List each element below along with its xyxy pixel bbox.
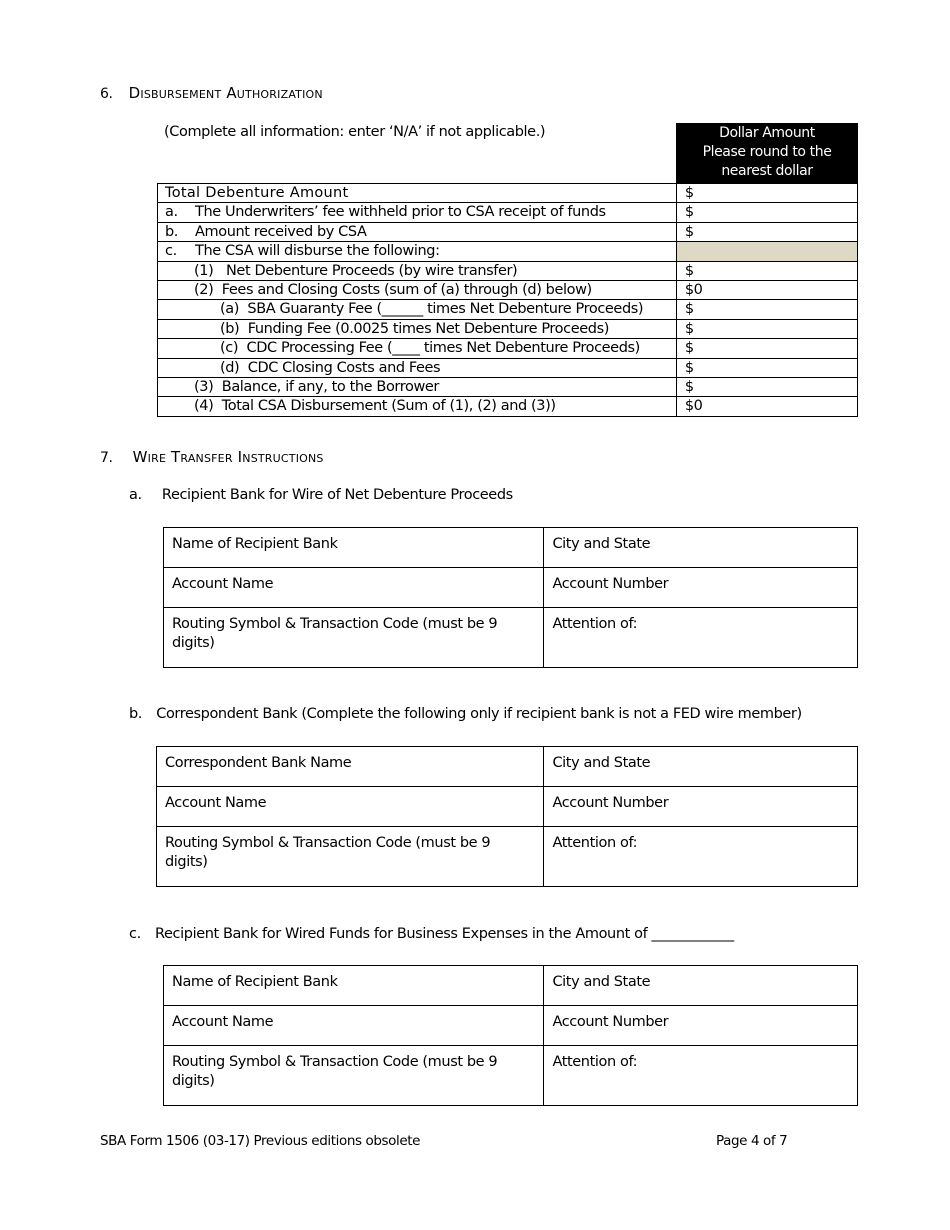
subsection-marker: b. [129,706,143,722]
amount-field[interactable]: $ [676,358,857,377]
subsection-marker: a. [129,487,142,503]
account-number-field[interactable]: Account Number [544,787,858,827]
section-7-heading [100,448,324,466]
table-row [158,261,858,280]
routing-symbol-field[interactable]: Routing Symbol & Transaction Code (must be 9 digits) [164,1046,544,1106]
row-label: (d) CDC Closing Costs and Fees [158,358,677,377]
subsection-title: Recipient Bank for Wire of Net Debenture Proceeds [161,487,513,503]
table-row [158,300,858,319]
row-label: Total Debenture Amount [158,184,677,203]
row-label: (2) Fees and Closing Costs (sum of (a) through (d) below) [158,280,677,299]
page-number: Page 4 of 7 [716,1133,788,1149]
account-name-field[interactable]: Account Name [157,787,544,827]
disbursement-table [157,183,858,417]
table-row [158,184,858,203]
table-row [158,242,858,261]
section-6-heading [100,84,323,102]
table-row [158,358,858,377]
section-7-number: 7. [100,450,113,466]
city-state-field[interactable]: City and State [544,528,858,568]
amount-field[interactable]: $0 [676,280,857,299]
section-6-title: Disbursement Authorization [128,84,323,102]
account-name-field[interactable]: Account Name [164,1006,544,1046]
amount-field[interactable]: $ [676,300,857,319]
row-label: (3) Balance, if any, to the Borrower [158,377,677,396]
account-number-field[interactable]: Account Number [544,1006,858,1046]
disbursement-note: (Complete all information: enter ‘N/A’ if not applicable.) [164,124,546,140]
amount-field[interactable]: $ [676,203,857,222]
attention-of-field[interactable]: Attention of: [544,608,858,668]
correspondent-bank-name-field[interactable]: Correspondent Bank Name [157,747,544,787]
recipient-bank-name-field[interactable]: Name of Recipient Bank [164,528,544,568]
row-label: (a) SBA Guaranty Fee (______ times Net Debenture Proceeds) [158,300,677,319]
table-row [158,377,858,396]
table-row [158,397,858,416]
correspondent-bank-table [156,746,858,887]
amount-field[interactable]: $ [676,377,857,396]
row-label: (4) Total CSA Disbursement (Sum of (1), (2) and (3)) [158,397,677,416]
table-row [158,222,858,241]
header-line-3: nearest dollar [721,163,813,179]
table-row [158,203,858,222]
table-row [158,319,858,338]
shaded-amount-cell [676,242,857,261]
row-label: a. The Underwriters’ fee withheld prior to CSA receipt of funds [158,203,677,222]
form-footer: SBA Form 1506 (03-17) Previous editions obsolete [100,1133,421,1149]
routing-symbol-field[interactable]: Routing Symbol & Transaction Code (must be 9 digits) [164,608,544,668]
table-row [158,280,858,299]
subsection-marker: c. [129,926,141,942]
dollar-amount-header [676,123,858,183]
header-line-1: Dollar Amount [719,125,815,141]
account-number-field[interactable]: Account Number [544,568,858,608]
attention-of-field[interactable]: Attention of: [544,1046,858,1106]
section-6-number: 6. [100,86,113,102]
routing-symbol-field[interactable]: Routing Symbol & Transaction Code (must be 9 digits) [157,827,544,887]
city-state-field[interactable]: City and State [544,966,858,1006]
row-label: (b) Funding Fee (0.0025 times Net Debenture Proceeds) [158,319,677,338]
amount-field[interactable]: $0 [676,397,857,416]
row-label: (1) Net Debenture Proceeds (by wire transfer) [158,261,677,280]
row-label: b. Amount received by CSA [158,222,677,241]
subsection-c-heading [129,926,734,942]
amount-field[interactable]: $ [676,319,857,338]
city-state-field[interactable]: City and State [544,747,858,787]
subsection-a-heading [129,487,513,503]
business-expenses-bank-table [163,965,858,1106]
table-row [158,339,858,358]
attention-of-field[interactable]: Attention of: [544,827,858,887]
recipient-bank-name-field[interactable]: Name of Recipient Bank [164,966,544,1006]
amount-field[interactable]: $ [676,222,857,241]
amount-field[interactable]: $ [676,261,857,280]
account-name-field[interactable]: Account Name [164,568,544,608]
subsection-title: Correspondent Bank (Complete the following only if recipient bank is not a FED wire member) [156,706,802,722]
row-label: c. The CSA will disburse the following: [158,242,677,261]
subsection-title: Recipient Bank for Wired Funds for Business Expenses in the Amount of ____________ [155,926,734,942]
recipient-bank-table [163,527,858,668]
subsection-b-heading [129,706,802,722]
section-7-title: Wire Transfer Instructions [132,448,324,466]
amount-field[interactable]: $ [676,339,857,358]
row-label: (c) CDC Processing Fee (____ times Net Debenture Proceeds) [158,339,677,358]
amount-field[interactable]: $ [676,184,857,203]
header-line-2: Please round to the [702,144,832,160]
